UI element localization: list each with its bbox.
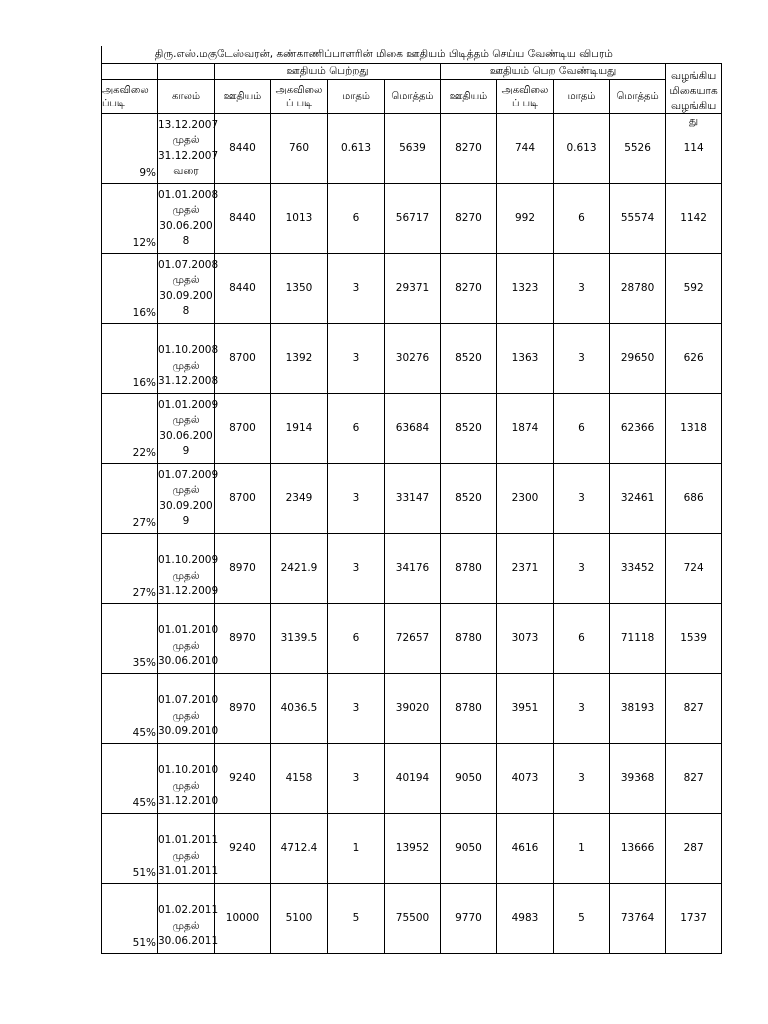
table-row [102, 534, 722, 604]
period-line: 01.07.2009 [158, 468, 219, 481]
period-line [158, 818, 214, 834]
da-due-cell: 4983 [497, 884, 554, 954]
da-due-cell: 744 [497, 114, 554, 184]
months-received-cell: 6 [328, 394, 385, 464]
months-received-cell: 5 [328, 884, 385, 954]
da-due-cell: 1874 [497, 394, 554, 464]
column-header-total-received: மொத்தம் [385, 80, 441, 114]
excess-cell: 592 [666, 254, 722, 324]
da-rate-cell: 27% [102, 534, 158, 604]
total-due-cell: 39368 [610, 744, 666, 814]
da-due-cell: 2300 [497, 464, 554, 534]
table-row [102, 254, 722, 324]
column-header-months-received: மாதம் [328, 80, 385, 114]
da-rate-cell: 12% [102, 184, 158, 254]
column-header-months-due: மாதம் [554, 80, 610, 114]
period-line: 30.09.2010 [158, 725, 219, 737]
months-received-cell: 3 [328, 464, 385, 534]
period-cell [158, 814, 219, 884]
pay-received-cell: 8440 [215, 254, 271, 324]
total-due-cell: 55574 [610, 184, 666, 254]
da-received-cell: 2421.9 [271, 534, 328, 604]
period-cell [158, 394, 219, 464]
total-received-cell: 56717 [385, 184, 441, 254]
total-received-cell: 13952 [385, 814, 441, 884]
period-cell [158, 534, 219, 604]
total-received-cell: 30276 [385, 324, 441, 394]
months-received-cell: 6 [328, 604, 385, 674]
period-line: முதல் [172, 484, 200, 496]
pay-due-cell: 8520 [441, 324, 497, 394]
months-due-cell: 3 [554, 464, 610, 534]
pay-received-cell: 10000 [215, 884, 271, 954]
excess-cell: 724 [666, 534, 722, 604]
months-received-cell: 1 [328, 814, 385, 884]
pay-received-cell: 8700 [215, 324, 271, 394]
total-received-cell: 29371 [385, 254, 441, 324]
period-line: 30.06.2011 [158, 935, 219, 947]
months-received-cell: 3 [328, 254, 385, 324]
excess-cell: 114 [666, 114, 722, 184]
excess-cell: 1142 [666, 184, 722, 254]
da-rate-cell: 51% [102, 814, 158, 884]
period-line [158, 888, 214, 904]
months-received-cell: 0.613 [328, 114, 385, 184]
da-rate-cell: 16% [102, 324, 158, 394]
period-line: 30.06.200 [159, 219, 213, 232]
da-received-cell: 1914 [271, 394, 328, 464]
period-line: 01.07.2010 [158, 694, 219, 706]
period-line: 30.09.200 [159, 499, 213, 512]
total-received-cell: 39020 [385, 674, 441, 744]
da-rate-cell: 45% [102, 674, 158, 744]
months-due-cell: 1 [554, 814, 610, 884]
da-received-cell: 3139.5 [271, 604, 328, 674]
da-received-cell: 4712.4 [271, 814, 328, 884]
total-received-cell: 34176 [385, 534, 441, 604]
months-due-cell: 3 [554, 534, 610, 604]
pay-due-cell: 8520 [441, 464, 497, 534]
recovery-table [101, 46, 722, 954]
period-line: 01.10.2009 [158, 554, 219, 566]
period-line: 9 [182, 515, 190, 527]
da-rate-cell: 51% [102, 884, 158, 954]
pay-received-cell: 8700 [215, 394, 271, 464]
period-cell [158, 674, 219, 744]
pay-received-cell: 8970 [215, 674, 271, 744]
period-line: 01.01.2010 [158, 624, 219, 636]
period-cell [158, 324, 219, 394]
months-due-cell: 5 [554, 884, 610, 954]
total-received-cell: 33147 [385, 464, 441, 534]
months-due-cell: 0.613 [554, 114, 610, 184]
period-line: 01.10.2010 [158, 764, 219, 776]
period-cell [158, 604, 219, 674]
da-due-cell: 3073 [497, 604, 554, 674]
da-due-cell: 1323 [497, 254, 554, 324]
period-line [158, 748, 214, 764]
months-received-cell: 3 [328, 674, 385, 744]
da-due-cell: 992 [497, 184, 554, 254]
period-cell [158, 114, 219, 184]
period-line [158, 608, 214, 624]
da-received-cell: 1392 [271, 324, 328, 394]
da-due-cell: 2371 [497, 534, 554, 604]
months-due-cell: 3 [554, 324, 610, 394]
period-line [158, 678, 214, 694]
total-due-cell: 32461 [610, 464, 666, 534]
period-line: 01.02.2011 [158, 904, 219, 916]
da-received-cell: 4158 [271, 744, 328, 814]
table-row [102, 184, 722, 254]
total-received-cell: 75500 [385, 884, 441, 954]
da-rate-cell: 35% [102, 604, 158, 674]
table-row [102, 814, 722, 884]
excess-cell: 1318 [666, 394, 722, 464]
months-due-cell: 3 [554, 744, 610, 814]
period-line: 31.12.2008 [158, 375, 219, 387]
period-line [158, 538, 214, 554]
period-line: 01.10.2008 [158, 344, 219, 356]
total-due-cell: 29650 [610, 324, 666, 394]
pay-received-cell: 9240 [215, 744, 271, 814]
period-line: முதல் [172, 359, 200, 372]
table-row [102, 324, 722, 394]
da-rate-cell: 16% [102, 254, 158, 324]
table-row [102, 114, 722, 184]
da-rate-cell: 22% [102, 394, 158, 464]
pay-received-cell: 8440 [215, 184, 271, 254]
period-cell [158, 884, 219, 954]
excess-pay-recovery-sheet [101, 46, 721, 954]
months-received-cell: 6 [328, 184, 385, 254]
period-line: 31.12.2010 [158, 795, 219, 807]
months-received-cell: 3 [328, 534, 385, 604]
pay-due-cell: 8270 [441, 254, 497, 324]
column-header-total-due: மொத்தம் [610, 80, 666, 114]
period-line: 31.01.2011 [158, 865, 219, 877]
period-line: 01.01.2011 [158, 834, 219, 846]
da-due-cell: 1363 [497, 324, 554, 394]
da-received-cell: 1013 [271, 184, 328, 254]
pay-due-cell: 8270 [441, 114, 497, 184]
excess-cell: 1539 [666, 604, 722, 674]
da-due-cell: 3951 [497, 674, 554, 744]
table-row [102, 604, 722, 674]
pay-due-cell: 8270 [441, 184, 497, 254]
pay-received-cell: 8970 [215, 534, 271, 604]
total-received-cell: 5639 [385, 114, 441, 184]
table-row [102, 744, 722, 814]
total-received-cell: 40194 [385, 744, 441, 814]
period-line: 31.12.2007 [158, 149, 219, 162]
column-header-pay-due: ஊதியம் [441, 80, 497, 114]
da-due-cell: 4616 [497, 814, 554, 884]
period-line: 01.01.2009 [158, 398, 219, 411]
total-due-cell: 71118 [610, 604, 666, 674]
months-due-cell: 3 [554, 254, 610, 324]
group-header-received: ஊதியம் பெற்றது [215, 64, 441, 80]
total-due-cell: 33452 [610, 534, 666, 604]
da-rate-cell: 9% [102, 114, 158, 184]
pay-received-cell: 8970 [215, 604, 271, 674]
period-line: முதல் [172, 709, 200, 722]
months-due-cell: 6 [554, 604, 610, 674]
period-line: 01.07.2008 [158, 258, 219, 271]
pay-due-cell: 9770 [441, 884, 497, 954]
period-line: 01.01.2008 [158, 188, 219, 201]
months-due-cell: 6 [554, 394, 610, 464]
da-received-cell: 5100 [271, 884, 328, 954]
period-line [158, 328, 214, 344]
column-header-da-rate: அகவிலை ப்படி [102, 80, 158, 114]
total-due-cell: 28780 [610, 254, 666, 324]
da-received-cell: 1350 [271, 254, 328, 324]
excess-cell: 686 [666, 464, 722, 534]
period-cell [158, 464, 219, 534]
period-line: முதல் [172, 134, 200, 146]
period-line: 30.06.200 [159, 429, 213, 442]
total-due-cell: 5526 [610, 114, 666, 184]
months-received-cell: 3 [328, 324, 385, 394]
total-due-cell: 62366 [610, 394, 666, 464]
months-received-cell: 3 [328, 744, 385, 814]
excess-cell: 626 [666, 324, 722, 394]
column-header-da-due: அகவிலை ப் படி [497, 80, 554, 114]
table-row [102, 884, 722, 954]
total-received-cell: 72657 [385, 604, 441, 674]
pay-received-cell: 9240 [215, 814, 271, 884]
da-rate-cell: 27% [102, 464, 158, 534]
pay-due-cell: 8520 [441, 394, 497, 464]
total-due-cell: 13666 [610, 814, 666, 884]
period-cell [158, 184, 219, 254]
period-line: 9 [182, 445, 190, 457]
period-line: முதல் [172, 849, 200, 862]
column-header-da-received: அகவிலை ப் படி [271, 80, 328, 114]
period-line: 30.09.200 [159, 289, 213, 302]
period-line: முதல் [172, 414, 200, 426]
period-line: 8 [182, 305, 190, 317]
period-cell [158, 744, 219, 814]
column-header-period: காலம் [158, 80, 215, 114]
period-line: முதல் [172, 779, 200, 792]
pay-received-cell: 8700 [215, 464, 271, 534]
page-title: திரு.எஸ்.மகுடேஸ்வரன், கண்காணிப்பாளரின் மிகை ஊதியம் பிடித்தம் செய்ய வேண்டிய விபரம் [102, 46, 666, 64]
pay-due-cell: 8780 [441, 674, 497, 744]
period-cell [158, 254, 219, 324]
excess-cell: 827 [666, 744, 722, 814]
pay-due-cell: 8780 [441, 604, 497, 674]
da-received-cell: 760 [271, 114, 328, 184]
pay-due-cell: 9050 [441, 744, 497, 814]
da-due-cell: 4073 [497, 744, 554, 814]
da-received-cell: 2349 [271, 464, 328, 534]
table-row [102, 674, 722, 744]
excess-cell: 827 [666, 674, 722, 744]
period-line: 13.12.2007 [158, 118, 219, 131]
period-line: முதல் [172, 919, 200, 932]
column-header-pay-received: ஊதியம் [215, 80, 271, 114]
column-header-excess: வழங்கிய மிகையாக வழங்கிய து [666, 64, 722, 114]
total-due-cell: 38193 [610, 674, 666, 744]
period-line: முதல் [172, 639, 200, 652]
da-rate-cell: 45% [102, 744, 158, 814]
excess-cell: 287 [666, 814, 722, 884]
pay-due-cell: 8780 [441, 534, 497, 604]
da-received-cell: 4036.5 [271, 674, 328, 744]
total-received-cell: 63684 [385, 394, 441, 464]
pay-received-cell: 8440 [215, 114, 271, 184]
group-header-due: ஊதியம் பெற வேண்டியது [441, 64, 666, 80]
period-line: முதல் [172, 204, 200, 216]
months-due-cell: 3 [554, 674, 610, 744]
period-line: 30.06.2010 [158, 655, 219, 667]
period-line: முதல் [172, 274, 200, 286]
period-line: முதல் [172, 569, 200, 582]
total-due-cell: 73764 [610, 884, 666, 954]
months-due-cell: 6 [554, 184, 610, 254]
pay-due-cell: 9050 [441, 814, 497, 884]
table-row [102, 394, 722, 464]
excess-cell: 1737 [666, 884, 722, 954]
table-row [102, 464, 722, 534]
period-line: வரை [173, 165, 199, 177]
period-line: 8 [182, 235, 190, 247]
period-line: 31.12.2009 [158, 585, 219, 597]
